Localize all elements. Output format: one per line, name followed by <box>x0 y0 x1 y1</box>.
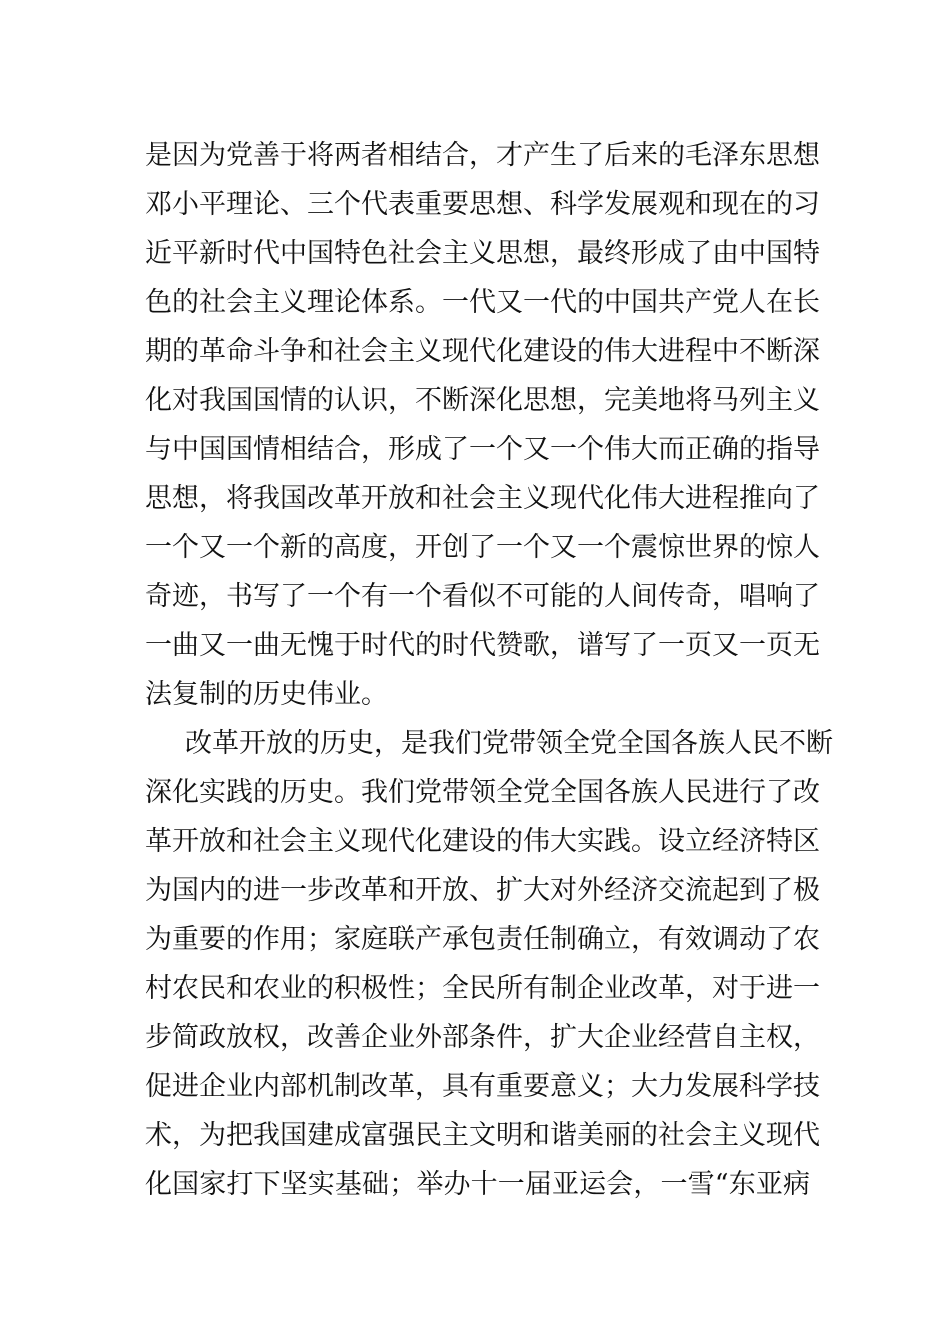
text-line: 化对我国国情的认识，不断深化思想，完美地将马列主义 <box>145 385 820 416</box>
text-line: 步简政放权，改善企业外部条件，扩大企业经营自主权， <box>145 1022 820 1053</box>
text-line: 一曲又一曲无愧于时代的时代赞歌，谱写了一页又一页无 <box>145 630 820 661</box>
text-line: 为重要的作用；家庭联产承包责任制确立，有效调动了农 <box>145 924 820 955</box>
text-line: 村农民和农业的积极性；全民所有制企业改革，对于进一 <box>145 973 820 1004</box>
body-text <box>145 131 833 1209</box>
text-line: 促进企业内部机制改革，具有重要意义；大力发展科学技 <box>145 1071 820 1102</box>
text-line: 为国内的进一步改革和开放、扩大对外经济交流起到了极 <box>145 875 820 906</box>
text-line: 与中国国情相结合，形成了一个又一个伟大而正确的指导 <box>145 434 820 465</box>
text-line: 深化实践的历史。我们党带领全党全国各族人民进行了改 <box>145 777 820 808</box>
text-line: 术，为把我国建成富强民主文明和谐美丽的社会主义现代 <box>145 1120 820 1151</box>
paragraph-2 <box>145 719 833 1209</box>
text-line: 近平新时代中国特色社会主义思想，最终形成了由中国特 <box>145 238 820 269</box>
text-line: 邓小平理论、三个代表重要思想、科学发展观和现在的习 <box>145 189 820 220</box>
text-line: 法复制的历史伟业。 <box>145 679 388 710</box>
text-line: 色的社会主义理论体系。一代又一代的中国共产党人在长 <box>145 287 820 318</box>
text-line: 奇迹，书写了一个有一个看似不可能的人间传奇，唱响了 <box>145 581 820 612</box>
text-line: 革开放和社会主义现代化建设的伟大实践。设立经济特区 <box>145 826 820 857</box>
text-line: 一个又一个新的高度，开创了一个又一个震惊世界的惊人 <box>145 532 820 563</box>
text-line: 思想，将我国改革开放和社会主义现代化伟大进程推向了 <box>145 483 820 514</box>
text-line: 化国家打下坚实基础；举办十一届亚运会，一雪“东亚病 <box>145 1169 810 1200</box>
text-line: 是因为党善于将两者相结合，才产生了后来的毛泽东思想 <box>145 140 820 171</box>
text-line: 改革开放的历史，是我们党带领全党全国各族人民不断 <box>185 728 833 759</box>
text-line: 期的革命斗争和社会主义现代化建设的伟大进程中不断深 <box>145 336 820 367</box>
paragraph-1 <box>145 131 820 719</box>
